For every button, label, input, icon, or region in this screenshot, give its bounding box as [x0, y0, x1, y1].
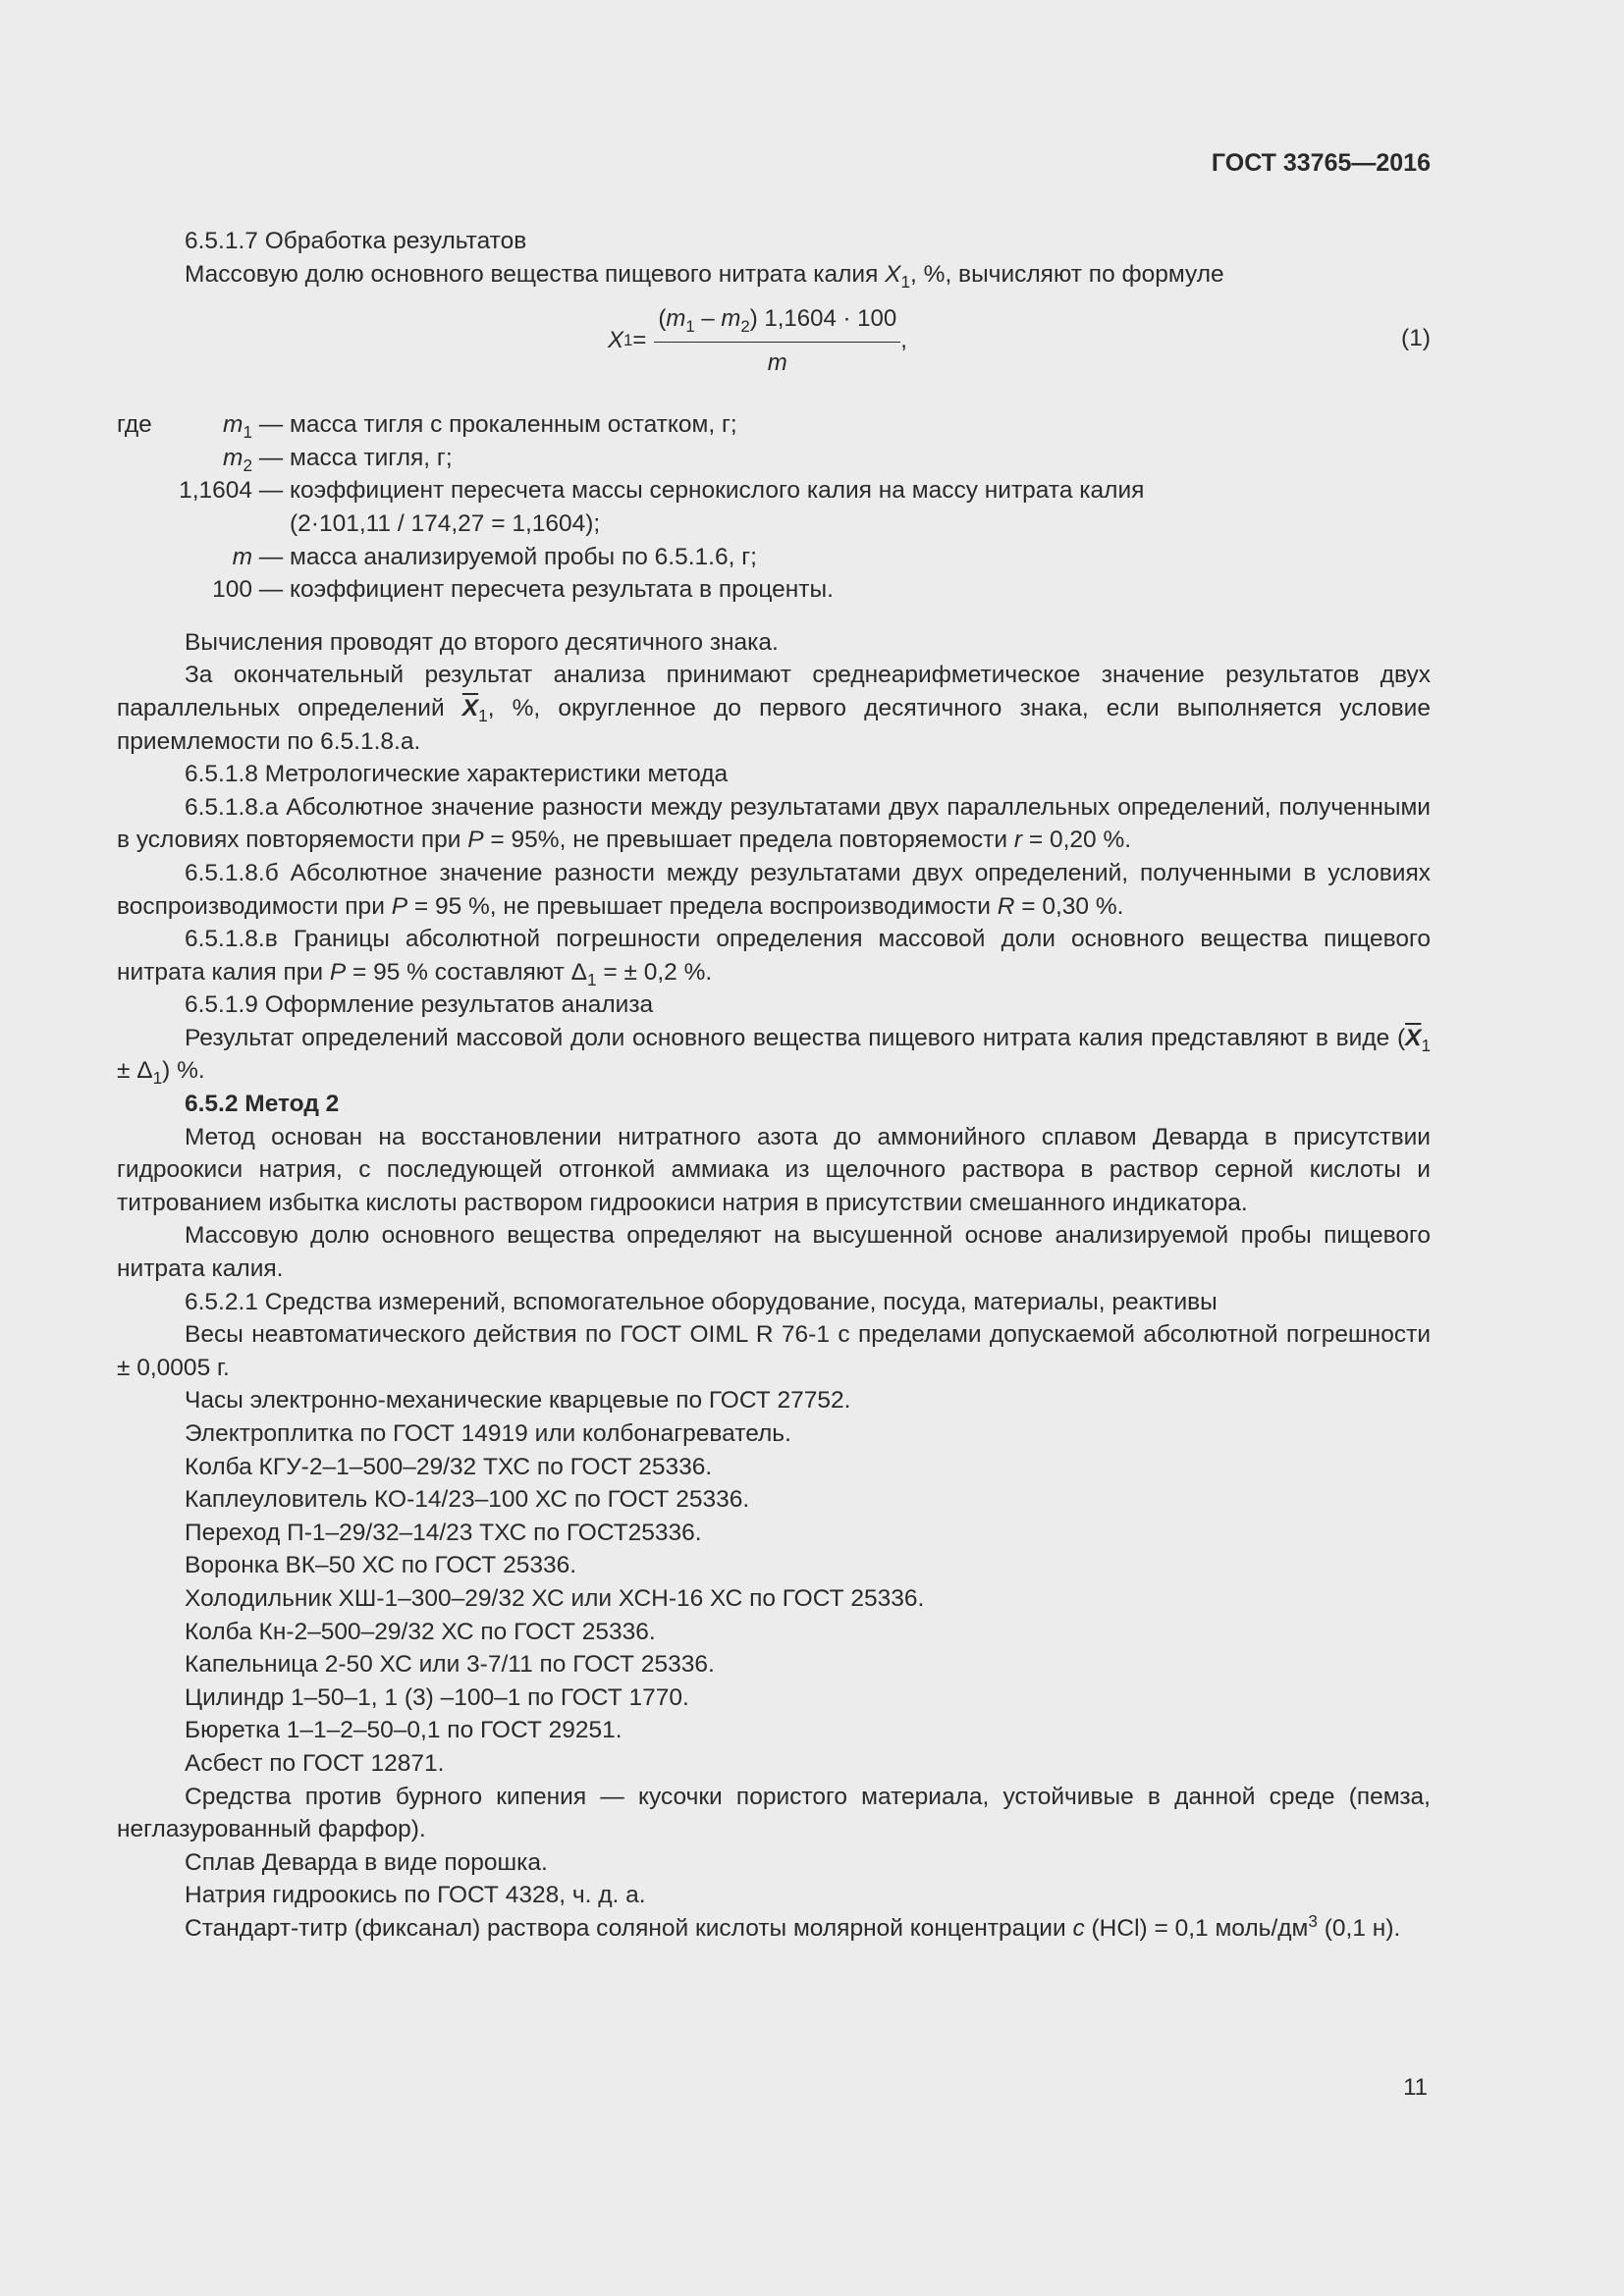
section-title-6521: 6.5.2.1 Средства измерений, вспомогательное оборудование, посуда, материалы, реактивы — [185, 1288, 1218, 1315]
paragraph-6518a: 6.5.1.8.а Абсолютное значение разности между результатами двух параллельных определений, полученными в условиях повторяемости при P = 95%, не превышает предела повторяемости r = 0,20 %. — [117, 793, 1431, 854]
paragraph-6518v: 6.5.1.8.в Границы абсолютной погрешности определения массовой доли основного вещества пищевого нитрата калия при P = 95 % составляют $\Delta_1$ = ± 0,2 %. — [117, 926, 1431, 989]
formula-1 — [117, 302, 1431, 400]
paragraph-6518b: 6.5.1.8.б Абсолютное значение разности между результатами двух определений, полученными в условиях воспроизводимости при P = 95 %, не превышает предела воспроизводимости R = 0,30 %. — [117, 859, 1431, 920]
paragraph-calc-precision: Вычисления проводят до второго десятичного знака. — [185, 628, 779, 656]
paragraph-scales: Весы неавтоматического действия по ГОСТ OIML R 76-1 с пределами допускаемой абсолютной погрешности ± 0,0005 г. — [117, 1321, 1431, 1381]
equipment-item: Капельница 2-50 ХС или 3-7/11 по ГОСТ 25336. — [185, 1651, 715, 1679]
paragraph-method2-basis: Массовую долю основного вещества определяют на высушенной основе анализируемой пробы пищевого нитрата калия. — [117, 1222, 1431, 1283]
definition-row: где $m_1$ — масса тигля с прокаленным остатком, г; — [117, 408, 1431, 442]
document-body — [117, 225, 1431, 1946]
where-definitions — [117, 408, 1431, 607]
equipment-item: Переход П-1–29/32–14/23 ТХС по ГОСТ25336. — [185, 1519, 702, 1546]
formula-denominator: m — [767, 348, 787, 376]
paragraph-sodium-hydroxide: Натрия гидроокись по ГОСТ 4328, ч. д. а. — [185, 1882, 646, 1909]
equipment-item: Воронка ВК–50 ХС по ГОСТ 25336. — [185, 1552, 576, 1579]
equipment-item: Холодильник ХШ-1–300–29/32 ХС или ХСН-16 ХС по ГОСТ 25336. — [185, 1584, 925, 1612]
equipment-item: Каплеуловитель КО-14/23–100 ХС по ГОСТ 25336. — [185, 1486, 750, 1514]
paragraph-hcl-standard: Стандарт-титр (фиксанал) раствора соляной кислоты молярной концентрации c (HCl) = 0,1 моль/$дм^3$ (0,1 н). — [185, 1910, 1401, 1942]
page-number: 11 — [1403, 2074, 1428, 2101]
definition-row: $m_2$ — масса тигля, г; — [223, 444, 453, 475]
paragraph-devarda-alloy: Сплав Деварда в виде порошка. — [185, 1848, 548, 1876]
equipment-item: Часы электронно-механические кварцевые по ГОСТ 27752. — [185, 1387, 851, 1415]
equipment-item: Асбест по ГОСТ 12871. — [185, 1749, 445, 1777]
formula-numerator: $(m_1 - m_2) 1,1604 \cdot 100$ — [654, 302, 900, 343]
formula-intro: Массовую долю основного вещества пищевого нитрата калия $X_1$, %, вычисляют по формуле — [185, 260, 1224, 292]
formula-expression: X 1 = $\frac{(m_1 - m_2) 1,1604 \cdot 100}{m}$ , — [608, 302, 907, 379]
section-title-6518: 6.5.1.8 Метрологические характеристики метода — [185, 761, 729, 788]
equipment-item: Колба КГУ-2–1–500–29/32 ТХС по ГОСТ 25336. — [185, 1453, 713, 1480]
where-label: где — [117, 411, 152, 439]
definition-row: m — масса анализируемой пробы по 6.5.1.6, г; — [232, 543, 757, 570]
document-id-header: ГОСТ 33765—2016 — [1211, 149, 1431, 177]
paragraph-result-form: Результат определений массовой доли основного вещества пищевого нитрата калия представляют в виде $(\overline{X}_1 \pm \Delta_1)$ %. — [117, 1024, 1431, 1089]
paragraph-method2-description: Метод основан на восстановлении нитратного азота до аммонийного сплавом Деварда в присутствии гидроокиси натрия, с последующей отгонкой аммиака из щелочного раствора в раствор серной кислоты и титрованием избытка кислоты раствором гидроокиси натрия в присутствии смешанного индикатора. — [117, 1123, 1431, 1216]
definition-row: 100 — коэффициент пересчета результата в проценты. — [212, 576, 834, 604]
section-title-652: 6.5.2 Метод 2 — [185, 1091, 340, 1118]
definition-row: 1,1604 — коэффициент пересчета массы сернокислого калия на массу нитрата калия (2·101,11 / 174,27 = 1,1604); — [179, 477, 1145, 537]
paragraph-final-result: За окончательный результат анализа принимают среднеарифметическое значение результатов двух параллельных определений $\overline{X}_1$, %, округленное до первого десятичного знака, если выполняется условие приемлемости по 6.5.1.8.а. — [117, 662, 1431, 755]
formula-number: (1) — [1401, 325, 1431, 352]
equipment-item: Колба Кн-2–500–29/32 ХС по ГОСТ 25336. — [185, 1618, 656, 1645]
paragraph-boiling-chips: Средства против бурного кипения — кусочки пористого материала, устойчивые в данной среде (пемза, неглазурованный фарфор). — [117, 1783, 1431, 1843]
equipment-item: Электроплитка по ГОСТ 14919 или колбонагреватель. — [185, 1420, 791, 1447]
equipment-item: Цилиндр 1–50–1, 1 (3) –100–1 по ГОСТ 1770. — [185, 1683, 689, 1711]
section-title-6519: 6.5.1.9 Оформление результатов анализа — [185, 991, 654, 1019]
equipment-item: Бюретка 1–1–2–50–0,1 по ГОСТ 29251. — [185, 1717, 623, 1744]
section-title-6517: 6.5.1.7 Обработка результатов — [185, 228, 527, 254]
formula-fraction — [654, 302, 900, 379]
